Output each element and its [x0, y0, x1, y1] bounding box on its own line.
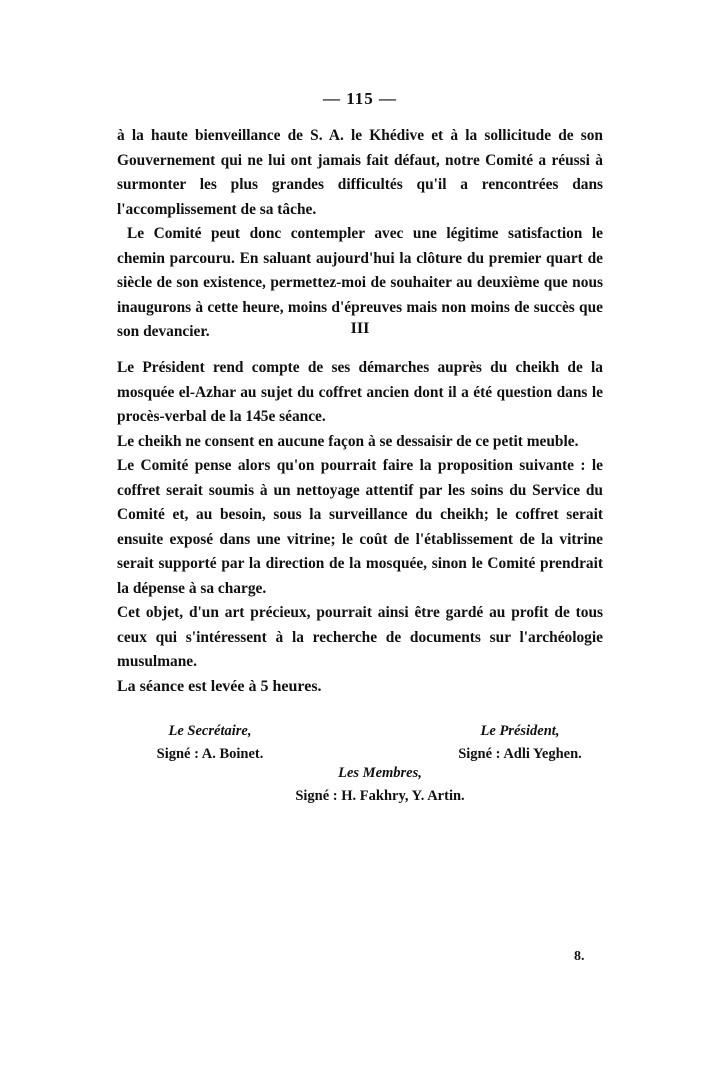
signature-mark: 8. — [574, 949, 585, 964]
president-signature — [440, 720, 600, 766]
president-signed: Signé : Adli Yeghen. — [458, 746, 582, 762]
paragraph: Le cheikh ne consent en aucune façon à se dessaisir de ce petit meuble. — [117, 432, 579, 450]
paragraph: Le Président rend compte de ses démarches auprès du cheikh de la mosquée el-Azhar au sujet du coffret ancien dont il a été question dans le procès-verbal de la 145e séance. — [117, 359, 603, 425]
paragraph: Le Comité pense alors qu'on pourrait faire la proposition suivante : le coffret serait soumis à un nettoyage attentif par les soins du Service du Comité et, au besoin, sous la surveillance du cheikh; le coffret serait ensuite exposé dans une vitrine; le coût de l'établissement de la vitrine serait supporté par la direction de la mosquée, sinon le Comité prendrait la dépense à sa charge. — [117, 457, 603, 597]
paragraph: Le Comité peut donc contempler avec une légitime satisfaction le chemin parcouru. En saluant aujourd'hui la clôture du premier quart de siècle de son existence, permettez-moi de souhaiter au deuxième que nous inaugurons à cette heure, moins d'épreuves mais non moins de succès que son devancier. — [117, 225, 603, 340]
paragraph: Cet objet, d'un art précieux, pourrait ainsi être gardé au profit de tous ceux qui s'intéressent à la recherche de documents sur l'archéologie musulmane. — [117, 604, 603, 670]
secretary-signed: Signé : A. Boinet. — [156, 746, 264, 762]
top-text-block — [117, 124, 603, 345]
paragraph: à la haute bienveillance de S. A. le Khédive et à la sollicitude de son Gouvernement qui ne lui ont jamais fait défaut, notre Comité a réussi à surmonter les plus grandes difficultés qu'il a rencontrées dans l'accomplissement de sa tâche. — [117, 127, 603, 218]
members-signature — [270, 762, 490, 808]
section-text-block — [117, 356, 603, 675]
page-number: — 115 — — [322, 89, 398, 108]
section-heading: III — [350, 320, 370, 337]
members-role: Les Membres, — [338, 765, 422, 781]
secretary-signature — [130, 720, 290, 766]
secretary-role: Le Secrétaire, — [168, 723, 252, 739]
members-signed: Signé : H. Fakhry, Y. Artin. — [295, 788, 465, 804]
closing-line: La séance est levée à 5 heures. — [117, 678, 322, 695]
president-role: Le Président, — [480, 723, 560, 739]
